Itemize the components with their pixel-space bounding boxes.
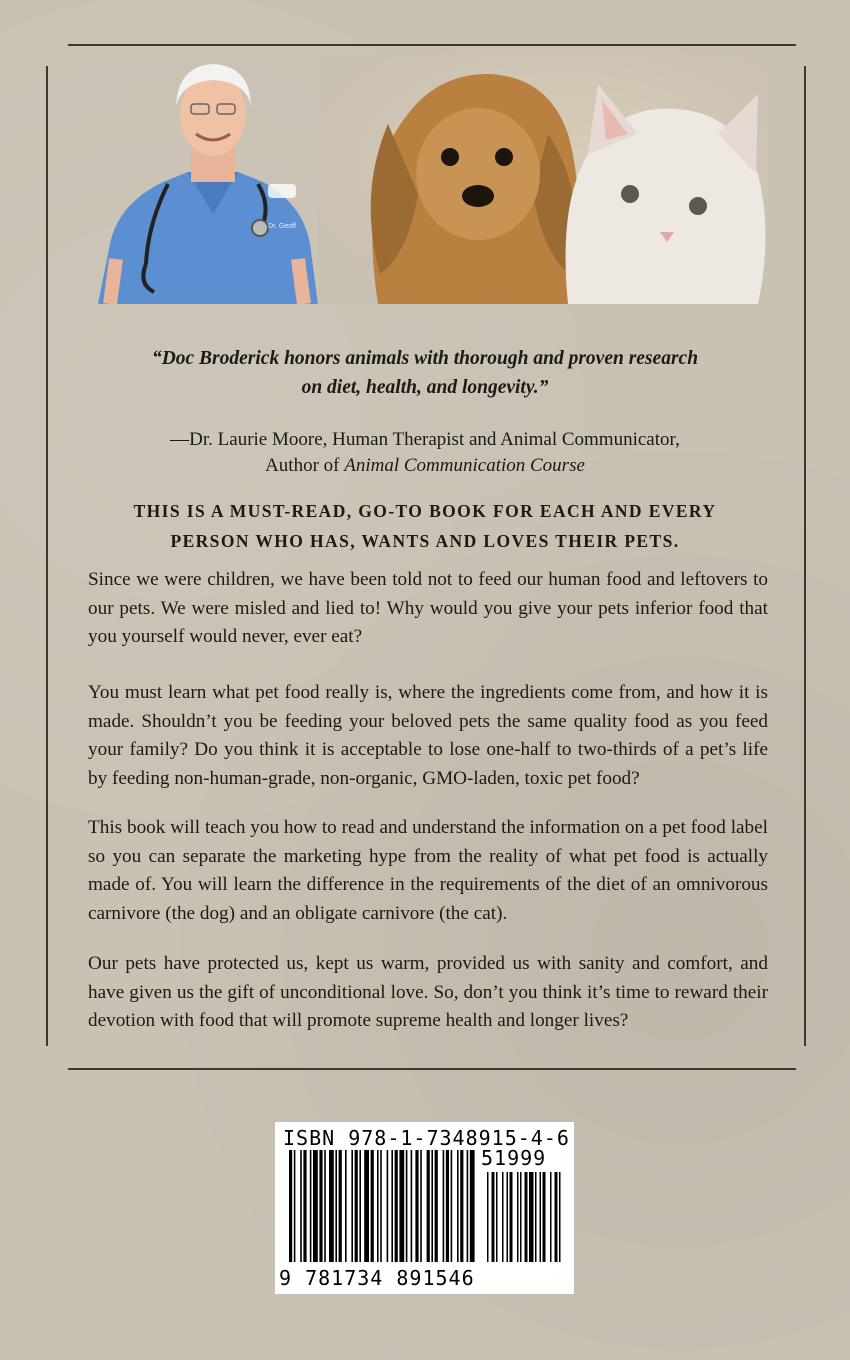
body-paragraph-1: Since we were children, we have been told not to feed our human food and leftovers to our pets. We were misled and lied to! Why would you give your pets inferior food that you yourself would never, ever eat? (88, 569, 768, 647)
ean-digits: 9 781734 891546 (279, 1266, 475, 1290)
cover-photo-band (88, 54, 768, 304)
headline (60, 496, 790, 556)
barcode-bar (427, 1150, 430, 1262)
barcode-bar (364, 1150, 369, 1262)
addon-bar (510, 1172, 513, 1262)
barcode-bar (431, 1150, 433, 1262)
body-paragraph-3: This book will teach you how to read and understand the information on a pet food label so you can separate the marketing hype from the reality of what pet food is actually made of. You will learn the difference in the requirements of the diet of an omnivorous carnivore (the dog) and an obligate carnivore (the cat). (88, 817, 768, 924)
barcode-bar (294, 1150, 296, 1262)
barcode-bar (324, 1150, 326, 1262)
addon-bar (507, 1172, 509, 1262)
attribution-prefix: Author of (265, 455, 345, 476)
bottom-rule (68, 1068, 796, 1070)
addon-bar (540, 1172, 542, 1262)
barcode-bar (420, 1150, 422, 1262)
isbn-barcode (275, 1122, 574, 1294)
quote-line-1: “Doc Broderick honors animals with thorough and proven research (151, 348, 699, 369)
barcode-bar (319, 1150, 322, 1262)
right-rule (804, 66, 806, 1046)
addon-bar (543, 1172, 546, 1262)
attribution-line-1: —Dr. Laurie Moore, Human Therapist and Animal Communicator, (170, 429, 680, 450)
headline-line-1: THIS IS A MUST-READ, GO-TO BOOK FOR EACH AND EVERY (133, 501, 717, 521)
doctor-badge-text: Dr. Geoff (268, 223, 296, 230)
quote-line-2: on diet, health, and longevity.” (301, 377, 549, 398)
barcode-bar (411, 1150, 413, 1262)
top-rule (68, 44, 796, 46)
addon-bar (550, 1172, 552, 1262)
headline-line-2: PERSON WHO HAS, WANTS AND LOVES THEIR PETS. (170, 531, 680, 551)
barcode-bar (289, 1150, 292, 1262)
barcode-bar (303, 1150, 306, 1262)
barcode-bar (415, 1150, 418, 1262)
barcode-bars (289, 1150, 564, 1268)
barcode-bar (387, 1150, 389, 1262)
body-paragraph-2: You must learn what pet food really is, where the ingredients come from, and how it is made. Shouldn’t you be feeding your beloved pets the same quality food as you feed your family? Do you think it is acceptable to lose one-half to two-thirds of a pet’s life by feeding non-human-grade, non-organic, GMO-laden, toxic pet food? (88, 682, 768, 789)
addon-bar (487, 1172, 489, 1262)
barcode-bar (339, 1150, 342, 1262)
barcode-bar (457, 1150, 459, 1262)
barcode-bar (451, 1150, 453, 1262)
quote-attribution (60, 427, 790, 479)
barcode-bar (395, 1150, 398, 1262)
addon-bar (517, 1172, 519, 1262)
doctor-portrait (88, 54, 318, 304)
price-code: 51999 (481, 1146, 547, 1170)
barcode-bar (406, 1150, 408, 1262)
left-rule (46, 66, 48, 1046)
barcode-bar (300, 1150, 302, 1262)
body-paragraph-4: Our pets have protected us, kept us warm, provided us with sanity and comfort, and have given us the gift of unconditional love. So, don’t you think it’s time to reward their devotion with food that will promote supreme health and longer lives? (88, 953, 768, 1031)
addon-bar (525, 1172, 528, 1262)
addon-bar (529, 1172, 534, 1262)
barcode-bar (467, 1150, 469, 1262)
barcode-bar (399, 1150, 404, 1262)
addon-bar (502, 1172, 504, 1262)
barcode-bar (345, 1150, 347, 1262)
puppy-and-kitten-photo (318, 54, 768, 304)
barcode-bar (355, 1150, 358, 1262)
barcode-bar (470, 1150, 475, 1262)
barcode-bar (359, 1150, 361, 1262)
barcode-bar (371, 1150, 374, 1262)
barcode-bar (443, 1150, 445, 1262)
barcode-bar (329, 1150, 334, 1262)
addon-bar (496, 1172, 498, 1262)
barcode-bar (351, 1150, 353, 1262)
addon-bar (520, 1172, 522, 1262)
barcode-bar (446, 1150, 449, 1262)
attribution-line-2 (60, 453, 790, 479)
endorsement-quote (60, 344, 790, 402)
isbn-label: ISBN 978-1-7348915-4-6 (283, 1126, 570, 1150)
barcode-bar (460, 1150, 463, 1262)
barcode-bar (377, 1150, 379, 1262)
barcode-bar (313, 1150, 318, 1262)
barcode-bar (310, 1150, 312, 1262)
addon-bar (555, 1172, 558, 1262)
barcode-bar (435, 1150, 438, 1262)
attribution-book-title: Animal Communication Course (344, 455, 585, 476)
barcode-bar (335, 1150, 337, 1262)
barcode-bar (391, 1150, 393, 1262)
addon-bar (535, 1172, 537, 1262)
addon-bar (559, 1172, 561, 1262)
addon-bar (492, 1172, 495, 1262)
barcode-bar (380, 1150, 382, 1262)
